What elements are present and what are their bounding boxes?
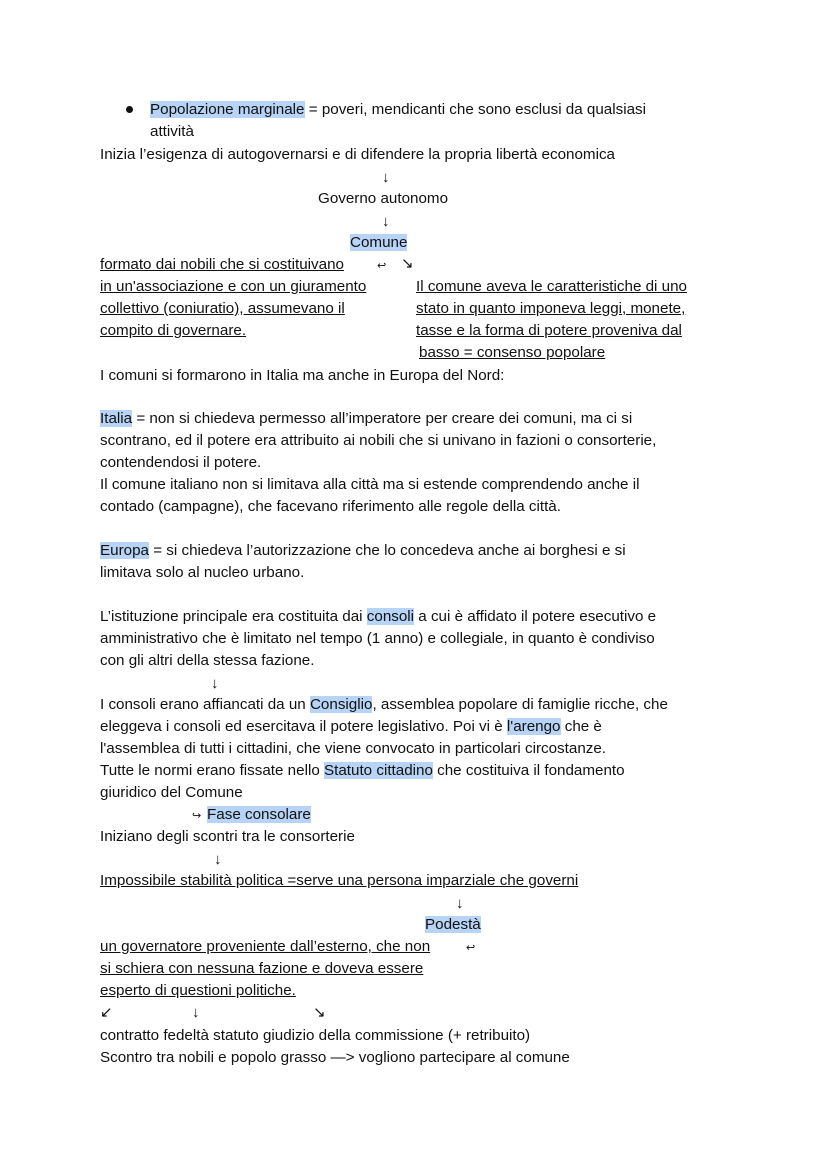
- contratto-line: contratto fedeltà statuto giudizio della commissione (+ retribuito): [100, 1027, 531, 1044]
- arrow-down-icon: ↓: [211, 675, 219, 692]
- consiglio-line-5: giuridico del Comune: [100, 784, 243, 801]
- arrow-down-icon: ↓: [214, 851, 222, 868]
- line-esigenza: Inizia l’esigenza di autogovernarsi e di difendere la propria libertà economica: [100, 146, 615, 163]
- consiglio-line-2: eleggeva i consoli ed esercitava il potere legislativo. Poi vi è l'arengo che è: [100, 718, 602, 735]
- right-block-line-1: Il comune aveva le caratteristiche di uno: [416, 278, 687, 295]
- consoli-line-3: con gli altri della stessa fazione.: [100, 652, 315, 669]
- italia-line-4: Il comune italiano non si limitava alla città ma si estende comprendendo anche il: [100, 476, 640, 493]
- gov-line-3: esperto di questioni politiche.: [100, 982, 296, 999]
- left-block-line-1: formato dai nobili che si costituivano: [100, 256, 344, 273]
- arrow-sw-icon: ↙: [100, 1004, 113, 1021]
- hook-arrow-icon: ↩: [466, 942, 476, 954]
- consiglio-line-1: I consoli erano affiancati da un Consiglio, assemblea popolare di famiglie ricche, che: [100, 696, 668, 713]
- italia-line-2: scontrano, ed il potere era attribuito ai nobili che si univano in fazioni o consorterie,: [100, 432, 657, 449]
- highlight-consoli: consoli: [366, 608, 415, 625]
- consoli-line-2: amministrativo che è limitato nel tempo (1 anno) e collegiale, in quanto è condiviso: [100, 630, 655, 647]
- right-block-line-3: tasse e la forma di potere proveniva dal: [416, 322, 682, 339]
- impossibile-line: Impossibile stabilità politica =serve una persona imparziale che governi: [100, 872, 579, 889]
- comune-heading: Comune: [350, 234, 408, 251]
- left-block-line-4: compito di governare.: [100, 322, 247, 339]
- scontro-line: Scontro tra nobili e popolo grasso —> vogliono partecipare al comune: [100, 1049, 570, 1066]
- consiglio-line-3: l'assemblea di tutti i cittadini, che viene convocato in particolari circostanze.: [100, 740, 607, 757]
- highlight-europa: Europa: [100, 542, 149, 559]
- governo-autonomo: Governo autonomo: [318, 190, 449, 207]
- right-block-line-2: stato in quanto imponeva leggi, monete,: [416, 300, 686, 317]
- italia-line-3: contendendosi il potere.: [100, 454, 262, 471]
- arrow-se-icon: ↘: [401, 255, 414, 272]
- highlight-popolazione-marginale: Popolazione marginale: [150, 101, 305, 118]
- gov-line-2: si schiera con nessuna fazione e doveva essere: [100, 960, 424, 977]
- highlight-arengo: l'arengo: [506, 718, 561, 735]
- right-block-line-4: basso = consenso popolare: [419, 344, 606, 361]
- bullet-point: [126, 106, 133, 113]
- scontri-line: Iniziano degli scontri tra le consorterie: [100, 828, 355, 845]
- left-block-line-2: in un'associazione e con un giuramento: [100, 278, 367, 295]
- arrow-down-icon: ↓: [456, 895, 464, 912]
- highlight-italia: Italia: [100, 410, 133, 427]
- line-popolazione: Popolazione marginale = poveri, mendicanti che sono esclusi da qualsiasi: [150, 101, 647, 118]
- arrow-down-icon: ↓: [382, 169, 390, 186]
- comuni-line: I comuni si formarono in Italia ma anche in Europa del Nord:: [100, 367, 505, 384]
- gov-line-1: un governatore proveniente dall’esterno, che non: [100, 938, 431, 955]
- right-hook-arrow-icon: ↪: [192, 810, 202, 822]
- fase-consolare: Fase consolare: [207, 806, 311, 823]
- italia-line-5: contado (campagne), che facevano riferimento alle regole della città.: [100, 498, 561, 515]
- arrow-down-icon: ↓: [192, 1004, 200, 1021]
- arrow-se-icon: ↘: [313, 1004, 326, 1021]
- italia-line-1: Italia = non si chiedeva permesso all’imperatore per creare dei comuni, ma ci si: [100, 410, 633, 427]
- consiglio-line-4: Tutte le normi erano fissate nello Statuto cittadino che costituiva il fondamento: [100, 762, 625, 779]
- highlight-statuto: Statuto cittadino: [324, 762, 433, 779]
- line-attivita: attività: [150, 123, 194, 140]
- podesta-heading: Podestà: [425, 916, 481, 933]
- arrow-down-icon: ↓: [382, 213, 390, 230]
- europa-line-1: Europa = si chiedeva l’autorizzazione che lo concedeva anche ai borghesi e si: [100, 542, 626, 559]
- europa-line-2: limitava solo al nucleo urbano.: [100, 564, 305, 581]
- left-block-line-3: collettivo (coniuratio), assumevano il: [100, 300, 345, 317]
- consoli-line-1: L’istituzione principale era costituita dai consoli a cui è affidato il potere esecutivo e: [100, 608, 657, 625]
- hook-arrow-icon: ↩: [377, 260, 387, 272]
- highlight-consiglio: Consiglio: [309, 696, 373, 713]
